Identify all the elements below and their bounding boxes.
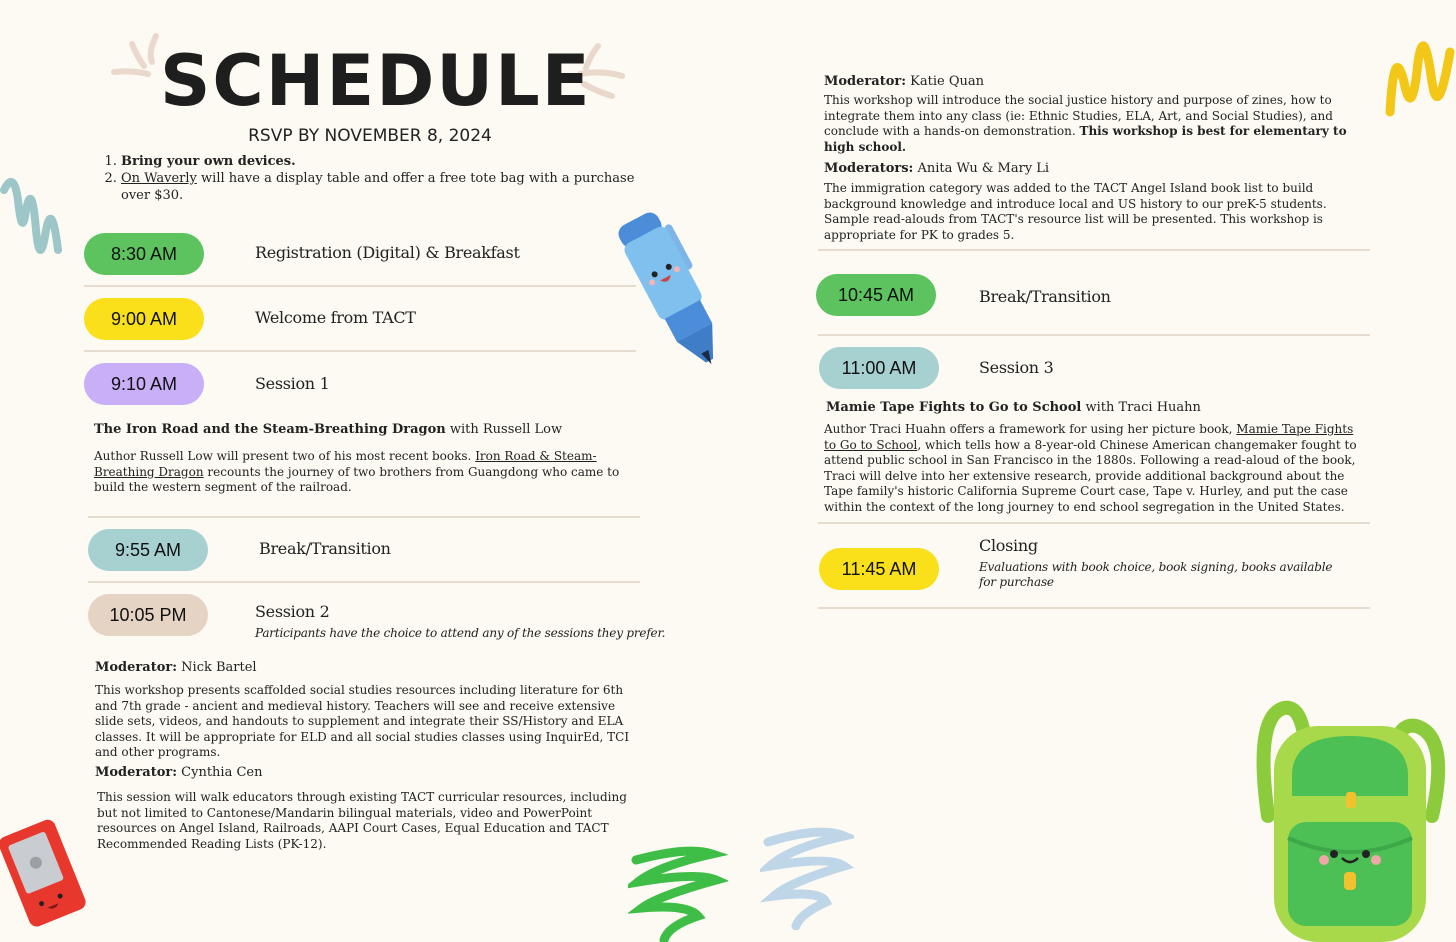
rsvp-deadline: RSVP BY NOVEMBER 8, 2024 [248, 126, 492, 146]
moderator-cynthia-cen: Moderator: Cynthia Cen [95, 765, 263, 780]
pencil-sharpener-illustration [0, 812, 90, 932]
session3-title: Mamie Tape Fights to Go to School with Traci Huahn [826, 400, 1201, 415]
pen-illustration [612, 200, 732, 380]
divider [818, 334, 1370, 336]
row-label-break2: Break/Transition [979, 287, 1111, 306]
time-badge-830: 8:30 AM [84, 233, 204, 275]
page-title: SCHEDULE [160, 40, 592, 122]
moderators-anita-wu-mary-li: Moderators: Anita Wu & Mary Li [824, 161, 1050, 176]
workshop-description: This workshop will introduce the social justice history and purpose of zines, how to integrate them into any class (ie: Ethnic Studies, ELA, Art, and Social Studies), and conclude with a hands-on demonstration. This workshop is best for elementary to high school. [824, 93, 1347, 154]
divider [84, 350, 636, 352]
on-waverly-link[interactable]: On Waverly [121, 171, 197, 186]
workshop-description: This workshop presents scaffolded social studies resources including literature for 6th and 7th grade - ancient and medieval history. Teachers will see and receive extensive slide sets, videos, and handouts to supplement and integrate their SS/History and ELA classes. It will be appropriate for ELD and all social studies classes using InquirEd, TCI and other programs. [95, 683, 630, 760]
mamie-tape-book-link[interactable]: Mamie Tape Fights to Go to School [824, 422, 1354, 452]
workshop-description: The immigration category was added to the TACT Angel Island book list to build background knowledge and introduce local and US history to our preK-5 students. Sample read-alouds from TACT's resource list will be presented. This workshop is appropriate for PK to grades 5. [824, 181, 1327, 242]
moderator-katie-quan: Moderator: Katie Quan [824, 74, 984, 89]
divider [88, 516, 640, 518]
green-squiggle-decoration [628, 846, 728, 942]
divider [818, 607, 1370, 609]
divider [84, 285, 636, 287]
blue-squiggle-decoration [760, 826, 854, 930]
list-item: 1. Bring your own devices. [121, 153, 651, 170]
workshop-description: This session will walk educators through existing TACT curricular resources, including but not limited to Cantonese/Mandarin bilingual materials, video and PowerPoint resources on Angel Island, Railroads, AAPI Court Cases, Equal Education and TACT Recommended Reading Lists (PK-12). [97, 790, 627, 851]
row-label-session2: Session 2 [255, 602, 330, 621]
instructions-list [106, 153, 651, 204]
session1-title: The Iron Road and the Steam-Breathing Dragon with Russell Low [94, 422, 563, 437]
teal-squiggle-decoration [0, 170, 70, 290]
session3-description: Author Traci Huahn offers a framework for using her picture book, Mamie Tape Fights to Go to School, which tells how a 8-year-old Chinese American changemaker fought to attend public school in San Francisco in the 1880s. Following a read-aloud of the book, Traci will delve into her extensive research, provide additional background about the Tape family's historic California Supreme Court case, Tape v. Hurley, and put the case within the context of the long journey to end school segregation in the United States. [824, 422, 1357, 514]
closing-note: Evaluations with book choice, book signing, books available for purchase [979, 560, 1333, 589]
divider [818, 249, 1370, 251]
time-badge-1005: 10:05 PM [88, 594, 208, 636]
time-badge-1045: 10:45 AM [816, 274, 936, 316]
row-label-closing: Closing [979, 536, 1038, 555]
yellow-squiggle-decoration [1382, 22, 1456, 132]
divider [88, 581, 640, 583]
time-badge-910: 9:10 AM [84, 363, 204, 405]
list-item: 2. On Waverly will have a display table and offer a free tote bag with a purchase over $30. [121, 170, 651, 204]
time-badge-1100: 11:00 AM [819, 347, 939, 389]
time-badge-955: 9:55 AM [88, 529, 208, 571]
session2-note: Participants have the choice to attend any of the sessions they prefer. [255, 626, 666, 640]
session1-description: Author Russell Low will present two of his most recent books. Iron Road & Steam-Breathing Dragon recounts the journey of two brothers from Guangdong who came to build the western segment of the railroad. [94, 449, 620, 495]
time-badge-900: 9:00 AM [84, 298, 204, 340]
backpack-illustration [1244, 696, 1456, 942]
iron-road-book-link[interactable]: Iron Road & Steam-Breathing Dragon [94, 449, 597, 479]
row-label-session3: Session 3 [979, 358, 1054, 377]
row-label-session1: Session 1 [255, 374, 330, 393]
time-badge-1145: 11:45 AM [819, 548, 939, 590]
divider [818, 522, 1370, 524]
row-label-registration: Registration (Digital) & Breakfast [255, 243, 520, 262]
moderator-nick-bartel: Moderator: Nick Bartel [95, 660, 257, 675]
row-label-break1: Break/Transition [259, 539, 391, 558]
row-label-welcome: Welcome from TACT [255, 308, 416, 327]
